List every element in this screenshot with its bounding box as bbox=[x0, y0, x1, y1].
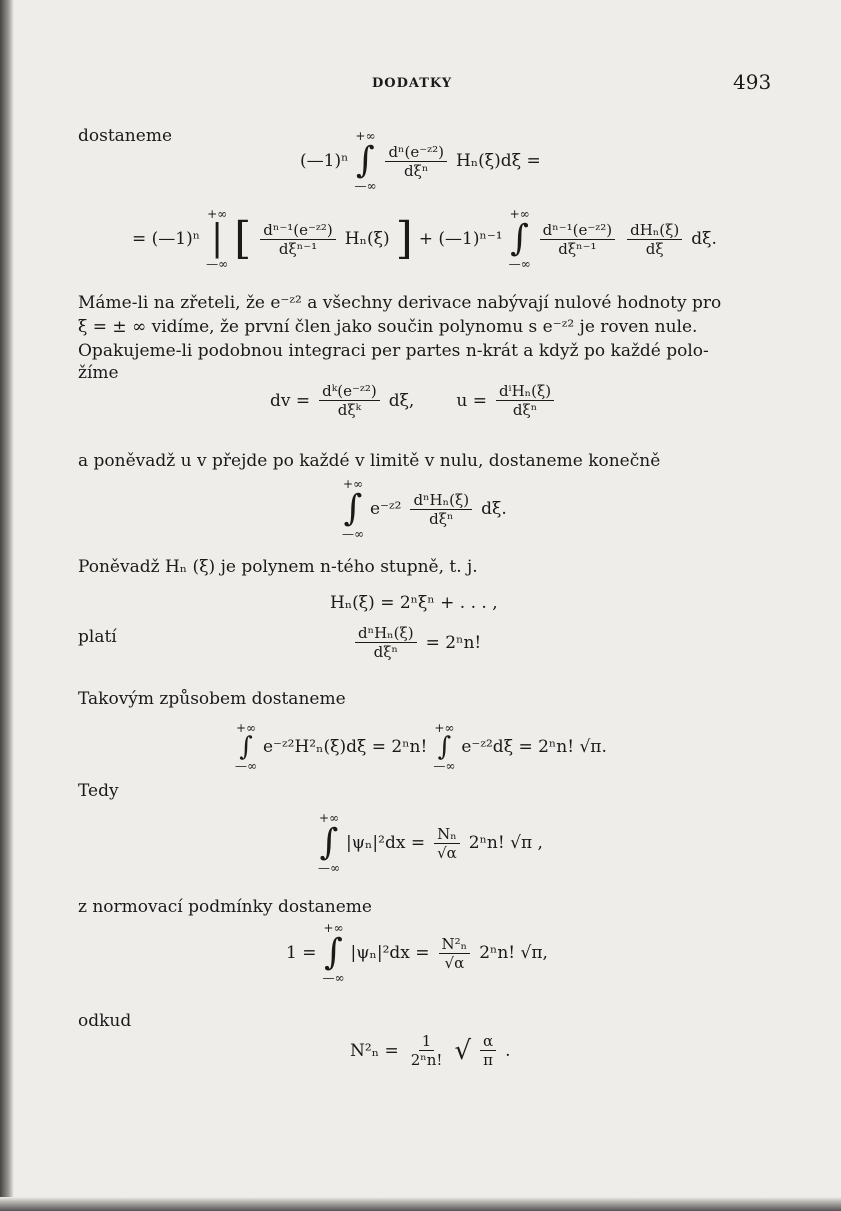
eq-text: = 2ⁿn! bbox=[425, 632, 482, 653]
fraction-numerator: α bbox=[480, 1032, 496, 1051]
fraction-numerator: dᵏ(e⁻ᶻ²) bbox=[319, 382, 380, 401]
equation-6 bbox=[352, 624, 481, 661]
equation-4 bbox=[342, 478, 507, 540]
integral-sign: ∫ bbox=[437, 732, 452, 762]
fraction bbox=[319, 382, 380, 419]
fraction-numerator: dⁿ⁻¹(e⁻ᶻ²) bbox=[260, 221, 336, 240]
eq-text: dξ. bbox=[481, 499, 507, 519]
equation-1 bbox=[300, 130, 541, 192]
integral-lower: —∞ bbox=[322, 971, 345, 985]
integral-upper: +∞ bbox=[318, 811, 340, 825]
integral-upper: +∞ bbox=[207, 207, 228, 221]
fraction-denominator: √α bbox=[437, 843, 457, 862]
eq-text: (—1)ⁿ bbox=[300, 151, 349, 171]
text-line: ξ = ± ∞ vidíme, že první člen jako součin polynomu s e⁻ᶻ² je roven nule. bbox=[78, 317, 698, 337]
fraction-denominator: π bbox=[483, 1051, 494, 1069]
integral-lower: —∞ bbox=[235, 759, 257, 773]
fraction bbox=[540, 221, 616, 258]
fraction bbox=[480, 1032, 496, 1069]
fraction bbox=[385, 143, 447, 180]
eq-text: Hₙ(ξ) bbox=[344, 229, 390, 249]
fraction bbox=[434, 825, 460, 862]
fraction-denominator: dξⁿ⁻¹ bbox=[278, 239, 318, 258]
fraction-numerator: dⁿHₙ(ξ) bbox=[410, 491, 472, 510]
integral-symbol bbox=[235, 722, 257, 772]
fraction-denominator: 2ⁿn! bbox=[410, 1051, 443, 1069]
integral-sign: ∫ bbox=[510, 218, 529, 259]
integral-sign: ∫ bbox=[324, 932, 343, 973]
eq-text: + (—1)ⁿ⁻¹ bbox=[418, 229, 503, 249]
fraction bbox=[260, 221, 336, 258]
running-header: DODATKY bbox=[372, 76, 453, 91]
fraction bbox=[439, 935, 471, 972]
integral-sign: ∫ bbox=[319, 822, 339, 863]
eq-text: e⁻ᶻ²dξ = 2ⁿn! √π. bbox=[461, 737, 607, 757]
integral-symbol: +∞ | —∞ bbox=[206, 207, 229, 271]
text-line: žíme bbox=[78, 363, 119, 383]
integral-lower: —∞ bbox=[206, 257, 229, 271]
equation-8 bbox=[318, 812, 543, 874]
integral-upper: +∞ bbox=[355, 129, 376, 143]
integral-sign: ∫ bbox=[343, 488, 363, 529]
integral-lower: —∞ bbox=[318, 861, 340, 875]
fraction-denominator: dξⁿ bbox=[512, 401, 538, 419]
fraction bbox=[496, 382, 554, 419]
integral-lower: —∞ bbox=[342, 527, 364, 541]
fraction-denominator: √α bbox=[444, 953, 465, 972]
eq-text: |ψₙ|²dx = bbox=[346, 833, 426, 853]
fraction-denominator: dξⁿ bbox=[404, 161, 429, 180]
fraction-numerator: N²ₙ bbox=[439, 935, 471, 954]
fraction-denominator: dξᵏ bbox=[337, 401, 362, 419]
equation-10: N²ₙ = $\frac{1}{\text{2ⁿn!}}$ √ $\frac{\alpha}{\pi}$ . bbox=[350, 1032, 511, 1069]
fraction-denominator: dξ bbox=[645, 239, 664, 258]
eq-text: 2ⁿn! √π, bbox=[479, 943, 548, 963]
text-line: odkud bbox=[78, 1011, 132, 1031]
text-line: Opakujeme-li podobnou integraci per partes n-krát a když po každé polo- bbox=[78, 341, 709, 361]
integral-upper: +∞ bbox=[323, 921, 344, 935]
equation-5: Hₙ(ξ) = 2ⁿξⁿ + . . . , bbox=[330, 593, 498, 613]
text-line: Poněvadž Hₙ (ξ) je polynem n-tého stupně, t. j. bbox=[78, 557, 478, 577]
fraction-numerator: dⁿ⁻¹(e⁻ᶻ²) bbox=[540, 221, 616, 240]
integral-lower: —∞ bbox=[354, 179, 377, 193]
text-line: z normovací podmínky dostaneme bbox=[78, 897, 372, 917]
integral-sign: ∫ bbox=[239, 732, 253, 762]
fraction bbox=[408, 1032, 446, 1069]
integral-upper: +∞ bbox=[235, 721, 257, 735]
fraction-denominator: dξⁿ bbox=[373, 643, 398, 661]
fraction-numerator: dⁱHₙ(ξ) bbox=[496, 382, 554, 401]
eq-text: |ψₙ|²dx = bbox=[350, 943, 430, 963]
fraction-numerator: dⁿHₙ(ξ) bbox=[355, 624, 417, 643]
eq-text: = (—1)ⁿ bbox=[132, 229, 201, 249]
page-spine-shadow bbox=[0, 0, 14, 1211]
eq-text: u = bbox=[456, 390, 487, 411]
text-line: Máme-li na zřeteli, že e⁻ᶻ² a všechny derivace nabývají nulové hodnoty pro bbox=[78, 293, 722, 313]
integral-lower: —∞ bbox=[508, 257, 531, 271]
integral-sign: ∫ bbox=[356, 140, 375, 181]
integral-upper: +∞ bbox=[434, 721, 455, 735]
fraction bbox=[355, 624, 417, 661]
page-bottom-edge bbox=[0, 1197, 841, 1211]
integral-upper: +∞ bbox=[509, 207, 530, 221]
eq-text: e⁻ᶻ²H²ₙ(ξ)dξ = 2ⁿn! bbox=[263, 737, 428, 757]
fraction-numerator: 1 bbox=[419, 1032, 435, 1051]
integral-symbol bbox=[322, 922, 344, 984]
equation-3 bbox=[270, 382, 557, 419]
integral-symbol bbox=[318, 812, 340, 874]
fraction bbox=[627, 221, 682, 258]
text-line: Tedy bbox=[78, 781, 119, 801]
sqrt-sign: √ bbox=[454, 1035, 472, 1066]
fraction-denominator: dξⁿ bbox=[429, 509, 454, 528]
fraction-numerator: dⁿ(e⁻ᶻ²) bbox=[385, 143, 447, 162]
text-line: dostaneme bbox=[78, 126, 172, 146]
fraction-numerator: dHₙ(ξ) bbox=[627, 221, 682, 240]
integral-symbol bbox=[342, 478, 364, 540]
eq-text: dξ. bbox=[691, 229, 717, 249]
fraction bbox=[410, 491, 472, 528]
text-line: Takovým způsobem dostaneme bbox=[78, 689, 346, 709]
text-line: platí bbox=[78, 627, 117, 647]
eq-text: 1 = bbox=[286, 943, 317, 963]
equation-7 bbox=[235, 722, 607, 772]
integral-upper: +∞ bbox=[342, 477, 364, 491]
fraction-numerator: Nₙ bbox=[434, 825, 460, 844]
text-line: a poněvadž u v přejde po každé v limitě v nulu, dostaneme konečně bbox=[78, 451, 661, 471]
eq-text: dv = bbox=[270, 390, 311, 411]
eq-text: N²ₙ = bbox=[350, 1040, 399, 1061]
eq-text: 2ⁿn! √π , bbox=[468, 833, 543, 853]
integral-symbol bbox=[509, 208, 531, 270]
integral-symbol bbox=[433, 722, 455, 772]
page-number: 493 bbox=[733, 70, 772, 94]
equation-2: = (—1)ⁿ +∞ | —∞ [ $\frac{\text{dⁿ⁻¹(e⁻ᶻ²)}}{\text{dξⁿ⁻¹}}$ Hₙ(ξ) ] + (—1)ⁿ⁻¹ +∞ ∫ —∞ $\frac{\text{dⁿ⁻¹(e⁻ᶻ²)}}{\text{dξⁿ⁻¹}}$ $\frac{\text{dHₙ(ξ)}}{d\xi}$ dξ. bbox=[132, 207, 717, 271]
integral-symbol bbox=[354, 130, 376, 192]
eq-text: Hₙ(ξ)dξ = bbox=[456, 151, 541, 171]
eq-text: e⁻ᶻ² bbox=[370, 499, 402, 519]
eq-text: dξ, bbox=[388, 390, 415, 411]
integral-lower: —∞ bbox=[433, 759, 456, 773]
equation-9 bbox=[286, 922, 548, 984]
fraction-denominator: dξⁿ⁻¹ bbox=[558, 239, 597, 258]
